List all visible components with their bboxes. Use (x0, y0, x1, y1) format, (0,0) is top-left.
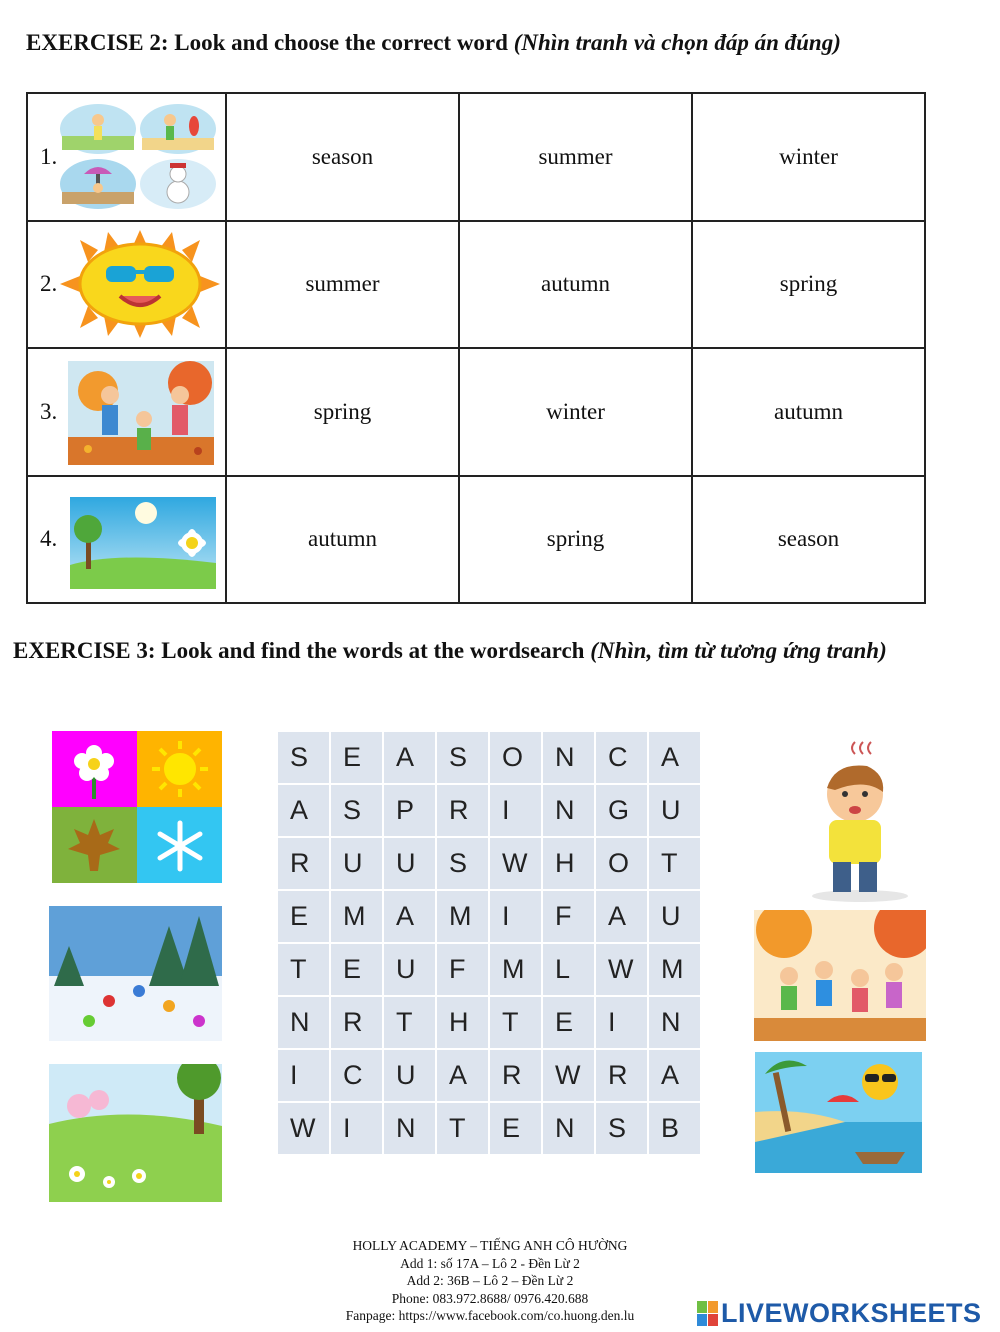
option-cell[interactable]: season (226, 93, 459, 221)
wordsearch-cell[interactable]: I (331, 1103, 382, 1154)
wordsearch-cell[interactable]: A (384, 891, 435, 942)
wordsearch-cell[interactable]: H (543, 838, 594, 889)
exercise2-title: EXERCISE 2: Look and choose the correct word (26, 30, 508, 55)
footer-line: Add 2: 36B – Lô 2 – Đền Lừ 2 (406, 1273, 574, 1288)
wordsearch-cell[interactable]: I (490, 785, 541, 836)
wordsearch-cell[interactable]: C (596, 732, 647, 783)
wordsearch-cell[interactable]: B (649, 1103, 700, 1154)
exercise3-title: EXERCISE 3: Look and find the words at the wordsearch (13, 638, 585, 663)
logo-text: LIVEWORKSHEETS (721, 1298, 982, 1328)
wordsearch-cell[interactable]: H (437, 997, 488, 1048)
spring-meadow-icon (58, 485, 223, 593)
wordsearch-cell[interactable]: A (649, 1050, 700, 1101)
wordsearch-cell[interactable]: E (331, 944, 382, 995)
wordsearch-cell[interactable]: A (437, 1050, 488, 1101)
wordsearch-cell[interactable]: U (384, 838, 435, 889)
wordsearch-cell[interactable]: N (543, 785, 594, 836)
wordsearch-cell[interactable]: M (490, 944, 541, 995)
wordsearch-cell[interactable]: C (331, 1050, 382, 1101)
hot-boy-sweating-icon (755, 734, 965, 906)
option-cell[interactable]: autumn (692, 348, 925, 476)
exercise2-row-1 (27, 93, 925, 221)
four-seasons-icon (58, 102, 223, 210)
exercise2-row-4 (27, 476, 925, 604)
footer-line: Phone: 083.972.8688/ 0976.420.688 (391, 1290, 589, 1306)
row-number: 4. (40, 526, 58, 552)
wordsearch-cell[interactable]: M (331, 891, 382, 942)
winter-snow-scene-icon (49, 906, 222, 1041)
row-number: 1. (40, 143, 58, 169)
wordsearch-cell[interactable]: S (596, 1103, 647, 1154)
row-number: 2. (40, 271, 58, 297)
wordsearch-cell[interactable]: T (649, 838, 700, 889)
option-cell[interactable]: summer (459, 93, 692, 221)
wordsearch-cell[interactable]: T (490, 997, 541, 1048)
exercise3-heading (13, 638, 887, 664)
option-cell[interactable]: season (692, 476, 925, 604)
footer-line: Fanpage: https://www.facebook.com/co.huong.den.lu (345, 1308, 635, 1323)
wordsearch-cell[interactable]: R (490, 1050, 541, 1101)
wordsearch-cell[interactable]: I (490, 891, 541, 942)
wordsearch-cell[interactable]: A (596, 891, 647, 942)
option-cell[interactable]: spring (459, 476, 692, 604)
option-cell[interactable]: autumn (459, 221, 692, 349)
wordsearch-cell[interactable]: R (278, 838, 329, 889)
liveworksheets-logo[interactable] (697, 1298, 982, 1329)
wordsearch-cell[interactable]: U (649, 891, 700, 942)
row-2-picture-cell (27, 221, 226, 349)
exercise2-row-3 (27, 348, 925, 476)
wordsearch-cell[interactable]: N (384, 1103, 435, 1154)
wordsearch-cell[interactable]: N (649, 997, 700, 1048)
footer-line: Add 1: số 17A – Lô 2 - Đền Lừ 2 (400, 1255, 580, 1271)
option-cell[interactable]: spring (226, 348, 459, 476)
kids-autumn-park-icon (754, 910, 926, 1041)
four-seasons-tiles-icon (52, 731, 222, 883)
spring-meadow-tree-icon (49, 1064, 222, 1202)
wordsearch-cell[interactable]: N (543, 732, 594, 783)
wordsearch-cell[interactable]: G (596, 785, 647, 836)
wordsearch-cell[interactable]: P (384, 785, 435, 836)
wordsearch-cell[interactable]: A (649, 732, 700, 783)
wordsearch-cell[interactable]: O (596, 838, 647, 889)
wordsearch-cell[interactable]: I (278, 1050, 329, 1101)
wordsearch-cell[interactable]: E (331, 732, 382, 783)
wordsearch-cell[interactable]: S (437, 732, 488, 783)
wordsearch-cell[interactable]: E (543, 997, 594, 1048)
wordsearch-cell[interactable]: F (437, 944, 488, 995)
wordsearch-grid (278, 732, 700, 1154)
wordsearch-cell[interactable]: U (331, 838, 382, 889)
wordsearch-cell[interactable]: W (543, 1050, 594, 1101)
wordsearch-cell[interactable]: E (490, 1103, 541, 1154)
wordsearch-cell[interactable]: E (278, 891, 329, 942)
wordsearch-cell[interactable]: R (437, 785, 488, 836)
wordsearch-cell[interactable]: W (596, 944, 647, 995)
wordsearch-cell[interactable]: M (649, 944, 700, 995)
row-4-picture-cell (27, 476, 226, 604)
wordsearch-cell[interactable]: O (490, 732, 541, 783)
logo-mark-icon (697, 1301, 718, 1326)
wordsearch-cell[interactable]: S (278, 732, 329, 783)
wordsearch-cell[interactable]: W (278, 1103, 329, 1154)
exercise2-table (26, 92, 926, 604)
row-1-picture-cell (27, 93, 226, 221)
summer-beach-icon (755, 1052, 922, 1173)
exercise2-subtitle: (Nhìn tranh và chọn đáp án đúng) (513, 30, 841, 55)
option-cell[interactable]: spring (692, 221, 925, 349)
wordsearch-cell[interactable]: M (437, 891, 488, 942)
wordsearch-cell[interactable]: U (384, 1050, 435, 1101)
wordsearch-cell[interactable]: F (543, 891, 594, 942)
footer-line: HOLLY ACADEMY – TIẾNG ANH CÔ HƯỜNG (352, 1238, 628, 1253)
wordsearch-cell[interactable]: T (278, 944, 329, 995)
row-3-picture-cell (27, 348, 226, 476)
wordsearch-cell[interactable]: S (331, 785, 382, 836)
wordsearch-cell[interactable]: S (437, 838, 488, 889)
wordsearch-cell[interactable]: R (596, 1050, 647, 1101)
wordsearch-cell[interactable]: U (649, 785, 700, 836)
wordsearch-cell[interactable]: T (384, 997, 435, 1048)
wordsearch-cell[interactable]: L (543, 944, 594, 995)
option-cell[interactable]: summer (226, 221, 459, 349)
wordsearch-cell[interactable]: T (437, 1103, 488, 1154)
wordsearch-cell[interactable]: I (596, 997, 647, 1048)
option-cell[interactable]: winter (692, 93, 925, 221)
exercise3-subtitle: (Nhìn, tìm từ tương ứng tranh) (590, 638, 887, 663)
option-cell[interactable]: winter (459, 348, 692, 476)
sun-with-sunglasses-icon (58, 230, 223, 338)
exercise2-heading (26, 30, 841, 56)
exercise2-row-2 (27, 221, 925, 349)
family-autumn-leaves-icon (58, 357, 223, 465)
wordsearch-cell[interactable]: U (384, 944, 435, 995)
row-number: 3. (40, 398, 58, 424)
wordsearch-cell[interactable]: A (278, 785, 329, 836)
wordsearch-cell[interactable]: N (278, 997, 329, 1048)
wordsearch-cell[interactable]: N (543, 1103, 594, 1154)
wordsearch-cell[interactable]: W (490, 838, 541, 889)
wordsearch-cell[interactable]: A (384, 732, 435, 783)
option-cell[interactable]: autumn (226, 476, 459, 604)
wordsearch-cell[interactable]: R (331, 997, 382, 1048)
